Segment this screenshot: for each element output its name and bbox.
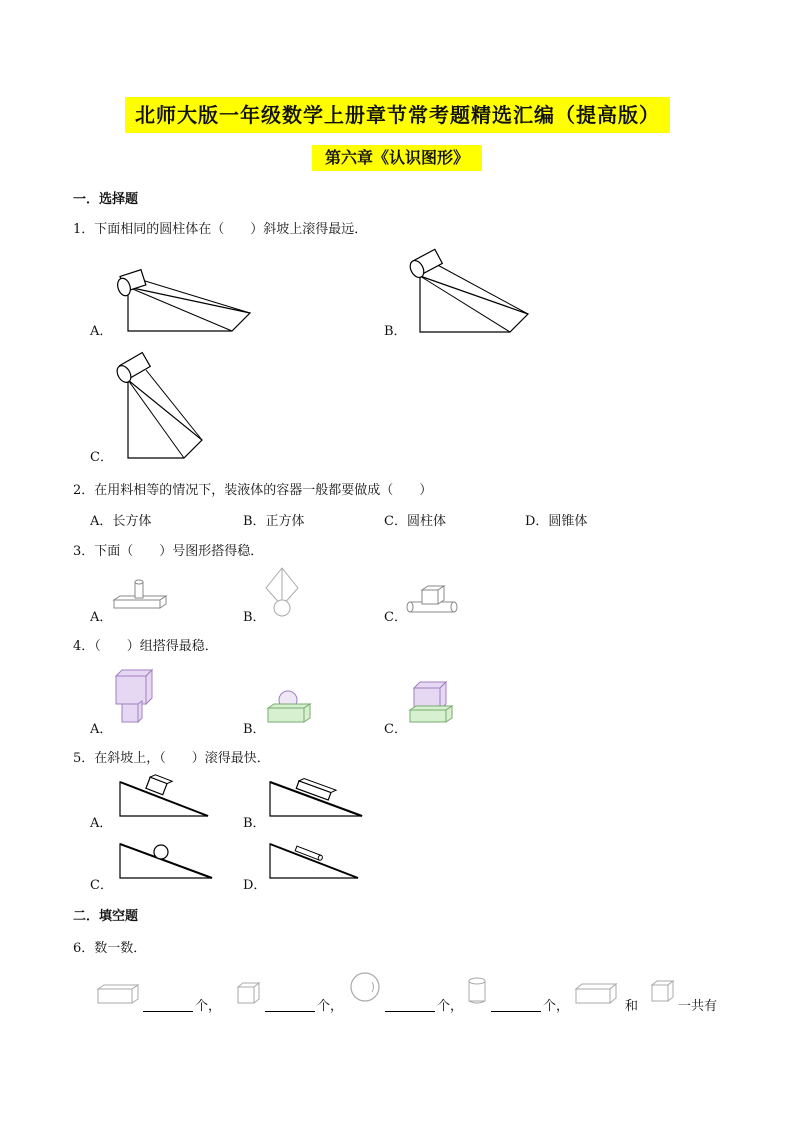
q4-option-c-label[interactable]: C．	[384, 722, 407, 737]
q2-option-a[interactable]: A．长方体	[90, 514, 152, 529]
cuboid-icon	[96, 983, 140, 1005]
blank-cuboid-count[interactable]	[143, 997, 193, 1012]
unit-label-2: 个，	[317, 999, 344, 1014]
question-6-text: 6．数一数．	[73, 941, 147, 956]
q1-option-c-label[interactable]: C．	[90, 450, 113, 465]
q2-option-c[interactable]: C．圆柱体	[384, 514, 446, 529]
q1-option-b-label[interactable]: B．	[384, 324, 407, 339]
unit-label-3: 个，	[437, 999, 464, 1014]
q5-slope-a-figure	[116, 776, 212, 820]
question-1-text: 1．下面相同的圆柱体在（ ）斜坡上滚得最远．	[73, 222, 368, 237]
q3-option-c-label[interactable]: C．	[384, 610, 407, 625]
cuboid-icon-2	[574, 981, 618, 1005]
q3-figure-c	[404, 584, 460, 618]
question-4-text: 4．（ ）组搭得最稳．	[73, 639, 218, 654]
q3-figure-a	[110, 578, 170, 614]
q5-option-d-label[interactable]: D．	[243, 878, 267, 893]
q5-option-c-label[interactable]: C．	[90, 878, 113, 893]
q2-option-d[interactable]: D．圆锥体	[525, 514, 588, 529]
question-3-text: 3．下面（ ）号图形搭得稳．	[73, 544, 264, 559]
q5-slope-c-figure	[116, 838, 216, 882]
q5-option-a-label[interactable]: A．	[90, 816, 113, 831]
q2-option-b[interactable]: B．正方体	[243, 514, 305, 529]
q3-option-b-label[interactable]: B．	[243, 610, 266, 625]
and-label: 和	[625, 999, 639, 1014]
q4-figure-a	[112, 668, 156, 726]
q4-option-a-label[interactable]: A．	[90, 722, 113, 737]
section-heading-choice: 一．选择题	[73, 192, 139, 207]
blank-cylinder-count[interactable]	[491, 997, 541, 1012]
total-label: 一共有	[678, 999, 718, 1014]
unit-label-1: 个，	[195, 999, 222, 1014]
q3-option-a-label[interactable]: A．	[90, 610, 113, 625]
cylinder-icon	[466, 977, 490, 1005]
q5-slope-b-figure	[266, 776, 366, 820]
blank-cube-count[interactable]	[265, 997, 315, 1012]
question-2-text: 2．在用料相等的情况下，装液体的容器一般都要做成（ ）	[73, 483, 433, 498]
q1-slope-c-figure	[112, 352, 212, 462]
q1-option-a-label[interactable]: A．	[90, 324, 113, 339]
blank-sphere-count[interactable]	[385, 997, 435, 1012]
q5-slope-d-figure	[266, 838, 362, 882]
q4-figure-c	[406, 678, 454, 726]
cube-icon	[236, 981, 262, 1005]
sphere-icon	[348, 970, 382, 1004]
q1-slope-b-figure	[402, 248, 542, 338]
cube-icon-2	[650, 979, 676, 1003]
section-heading-fill-in: 二．填空题	[73, 909, 139, 924]
unit-label-4: 个，	[543, 999, 570, 1014]
q3-figure-b	[262, 566, 302, 618]
q4-option-b-label[interactable]: B．	[243, 722, 266, 737]
page-title: 北师大版一年级数学上册章节常考题精选汇编（提高版）	[125, 97, 670, 133]
q5-option-b-label[interactable]: B．	[243, 816, 266, 831]
question-5-text: 5．在斜坡上，（ ）滚得最快．	[73, 751, 270, 766]
chapter-subtitle: 第六章《认识图形》	[312, 145, 482, 171]
q4-figure-b	[264, 688, 312, 726]
q1-slope-a-figure	[110, 265, 260, 335]
